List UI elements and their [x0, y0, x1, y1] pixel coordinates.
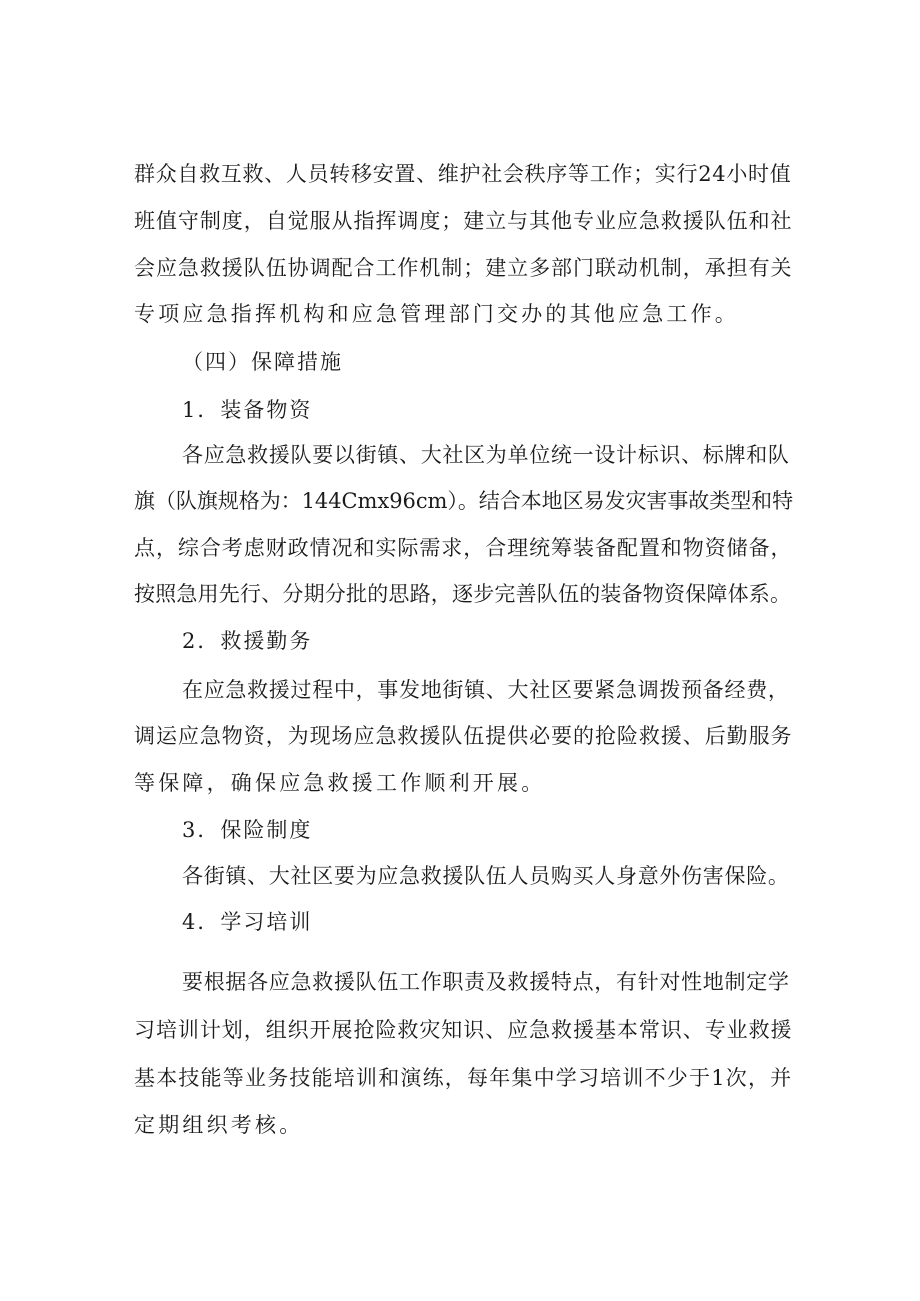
paragraph-line: 基本技能等业务技能培训和演练，每年集中学习培训不少于1次，并: [134, 1066, 793, 1090]
paragraph-line: 按照急用先行、分期分批的思路，逐步完善队伍的装备物资保障体系。: [134, 582, 792, 606]
intro-line: 会应急救援队伍协调配合工作机制；建立多部门联动机制，承担有关: [134, 256, 793, 280]
paragraph-line: 在应急救援过程中，事发地街镇、大社区要紧急调拨预备经费，: [182, 678, 790, 702]
section-heading: （四）保障措施: [182, 350, 343, 374]
item-title: 1．装备物资: [182, 398, 313, 422]
intro-line: 群众自救互救、人员转移安置、维护社会秩序等工作；实行24小时值: [134, 162, 792, 186]
paragraph-line: 各街镇、大社区要为应急救援队伍人员购买人身意外伤害保险。: [182, 864, 790, 888]
item-title: 4．学习培训: [182, 910, 313, 934]
intro-line: 班值守制度，自觉服从指挥调度；建立与其他专业应急救援队伍和社: [134, 209, 793, 233]
paragraph-line: 要根据各应急救援队伍工作职责及救援特点，有针对性地制定学: [182, 970, 790, 994]
paragraph-line: 点，综合考虑财政情况和实际需求，合理统筹装备配置和物资储备，: [134, 536, 793, 560]
paragraph-line: 等保障，确保应急救援工作顺利开展。: [134, 771, 546, 795]
paragraph-line: 调运应急物资，为现场应急救援队伍提供必要的抢险救援、后勤服务: [134, 724, 793, 748]
item-title: 2．救援勤务: [182, 629, 313, 653]
item-title: 3．保险制度: [182, 818, 313, 842]
paragraph-line: 习培训计划，组织开展抢险救灾知识、应急救援基本常识、专业救援: [134, 1018, 793, 1042]
paragraph-line: 各应急救援队要以街镇、大社区为单位统一设计标识、标牌和队: [182, 443, 790, 467]
intro-line: 专项应急指挥机构和应急管理部门交办的其他应急工作。: [134, 302, 739, 326]
paragraph-line: 定期组织考核。: [134, 1113, 304, 1137]
paragraph-line: 旗（队旗规格为：144Cmx96cm）。结合本地区易发灾害事故类型和特: [134, 489, 794, 513]
